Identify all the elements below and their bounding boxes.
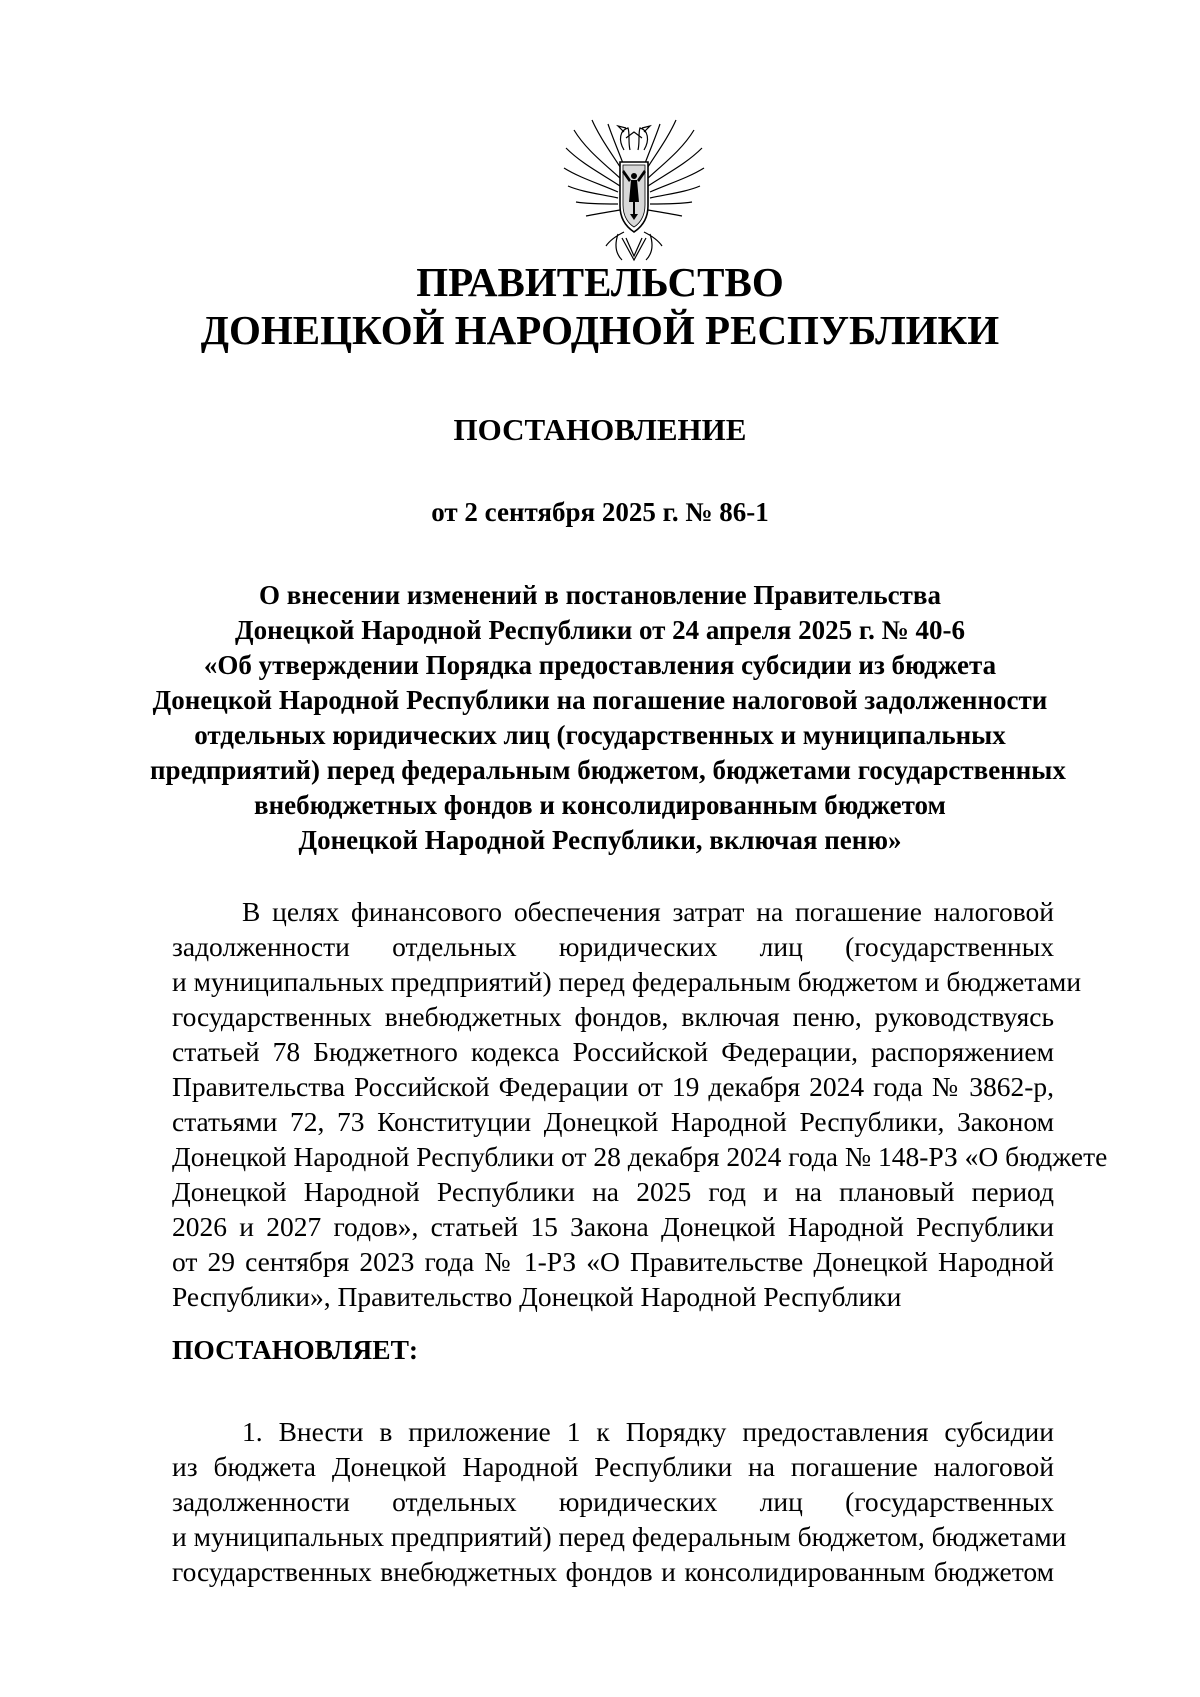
- title-line: «Об утверждении Порядка предоставления субсидии из бюджета: [203, 650, 997, 680]
- preamble-line: от 29 сентября 2023 года № 1-РЗ «О Правительстве Донецкой Народной: [172, 1246, 1054, 1277]
- preamble-line: задолженности отдельных юридических лиц (государственных: [172, 931, 1054, 962]
- preamble-line: статьями 72, 73 Конституции Донецкой Народной Республики, Законом: [172, 1106, 1054, 1137]
- preamble-line: Республики», Правительство Донецкой Народной Республики: [172, 1281, 902, 1312]
- preamble-line: статьей 78 Бюджетного кодекса Российской Федерации, распоряжением: [172, 1036, 1054, 1067]
- preamble-line: В целях финансового обеспечения затрат на погашение налоговой: [242, 896, 1054, 927]
- preamble-line: и муниципальных предприятий) перед федеральным бюджетом и бюджетами: [172, 966, 1082, 997]
- clause-line: и муниципальных предприятий) перед федеральным бюджетом, бюджетами: [172, 1521, 1067, 1552]
- date-number: от 2 сентября 2025 г. № 86-1: [431, 497, 769, 527]
- document-title: [150, 578, 1066, 858]
- preamble-line: государственных внебюджетных фондов, включая пеню, руководствуясь: [172, 1001, 1054, 1032]
- decrees-label: ПОСТАНОВЛЯЕТ:: [172, 1334, 419, 1365]
- preamble-line: Донецкой Народной Республики на 2025 год и на плановый период: [172, 1176, 1054, 1207]
- title-line: Донецкой Народной Республики на погашение налоговой задолженности: [152, 685, 1048, 715]
- preamble-line: Донецкой Народной Республики от 28 декабря 2024 года № 148-РЗ «О бюджете: [172, 1141, 1108, 1172]
- coat-of-arms-icon: [556, 110, 712, 266]
- preamble-line: 2026 и 2027 годов», статьей 15 Закона Донецкой Народной Республики: [172, 1211, 1054, 1242]
- government-name-line-1: ПРАВИТЕЛЬСТВО: [416, 259, 784, 305]
- preamble-line: Правительства Российской Федерации от 19 декабря 2024 года № 3862-р,: [172, 1071, 1054, 1102]
- clause-line: задолженности отдельных юридических лиц (государственных: [172, 1486, 1054, 1517]
- title-line: О внесении изменений в постановление Правительства: [259, 580, 941, 610]
- title-line: Донецкой Народной Республики от 24 апреля 2025 г. № 40-6: [235, 615, 965, 645]
- document-type: ПОСТАНОВЛЕНИЕ: [453, 412, 747, 447]
- clause-line: государственных внебюджетных фондов и консолидированным бюджетом: [172, 1556, 1054, 1587]
- preamble-paragraph: [172, 894, 1108, 1314]
- clause-line: из бюджета Донецкой Народной Республики на погашение налоговой: [172, 1451, 1054, 1482]
- government-name-line-2: ДОНЕЦКОЙ НАРОДНОЙ РЕСПУБЛИКИ: [200, 307, 1000, 353]
- title-line: предприятий) перед федеральным бюджетом, бюджетами государственных: [150, 755, 1066, 785]
- title-line: Донецкой Народной Республики, включая пеню»: [298, 825, 902, 855]
- title-line: отдельных юридических лиц (государственных и муниципальных: [194, 720, 1006, 750]
- clause-line: 1. Внести в приложение 1 к Порядку предоставления субсидии: [242, 1416, 1054, 1447]
- clause-1-paragraph: [172, 1414, 1067, 1589]
- title-line: внебюджетных фондов и консолидированным бюджетом: [254, 790, 946, 820]
